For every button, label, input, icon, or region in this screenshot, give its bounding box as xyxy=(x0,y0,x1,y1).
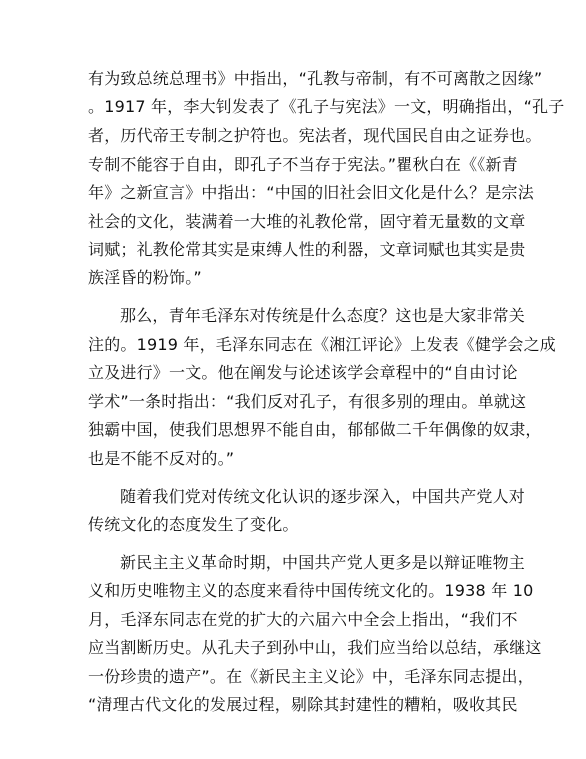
text-line: 也是不能不反对的。” xyxy=(88,449,235,468)
text-line: “清理古代文化的发展过程，剔除其封建性的糟粕，吸收其民 xyxy=(88,695,518,714)
text-line: 族淫昏的粉饰。” xyxy=(88,268,202,287)
text-line: 社会的文化，装满着一大堆的礼教伦常，固守着无量数的文章 xyxy=(88,212,526,231)
text-line: 月，毛泽东同志在党的扩大的六届六中全会上指出，“我们不 xyxy=(88,610,518,629)
text-line: 立及进行》一文。他在阐发与论述该学会章程中的“自由讨论 xyxy=(88,363,518,382)
text-line: 者，历代帝王专制之护符也。宪法者，现代国民自由之证券也。 xyxy=(88,126,542,145)
text-line: 新民主主义革命时期，中国共产党人更多是以辩证唯物主 xyxy=(120,553,526,572)
text-line: 传统文化的态度发生了变化。 xyxy=(88,515,299,534)
text-line: 那么，青年毛泽东对传统是什么态度？这也是大家非常关 xyxy=(120,306,526,325)
text-line: 一份珍贵的遗产”。在《新民主主义论》中，毛泽东同志提出， xyxy=(88,667,534,686)
text-line: 义和历史唯物主义的态度来看待中国传统文化的。1938 年 10 xyxy=(88,581,534,600)
text-line: 独霸中国，使我们思想界不能自由，郁郁做二千年偶像的奴隶， xyxy=(88,420,542,439)
text-line: 年》之新宣言》中指出：“中国的旧社会旧文化是什么？是宗法 xyxy=(88,183,534,202)
text-line: 学术”一条时指出：“我们反对孔子，有很多别的理由。单就这 xyxy=(88,392,527,411)
text-line: 随着我们党对传统文化认识的逐步深入，中国共产党人对 xyxy=(120,487,526,506)
text-line: 注的。1919 年，毛泽东同志在《湘江评论》上发表《健学会之成 xyxy=(88,335,557,354)
text-line: 专制不能容于自由，即孔子不当存于宪法。”瞿秋白在《《新青 xyxy=(88,155,518,174)
text-line: 词赋；礼教伦常其实是束缚人性的利器，文章词赋也其实是贵 xyxy=(88,240,526,259)
text-line: 应当割断历史。从孔夫子到孙中山，我们应当给以总结，承继这 xyxy=(88,638,542,657)
text-line: 有为致总统总理书》中指出，“孔教与帝制，有不可离散之因缘” xyxy=(88,69,543,88)
text-line: 。1917 年，李大钊发表了《孔子与宪法》一文，明确指出，“孔子 xyxy=(88,97,565,116)
